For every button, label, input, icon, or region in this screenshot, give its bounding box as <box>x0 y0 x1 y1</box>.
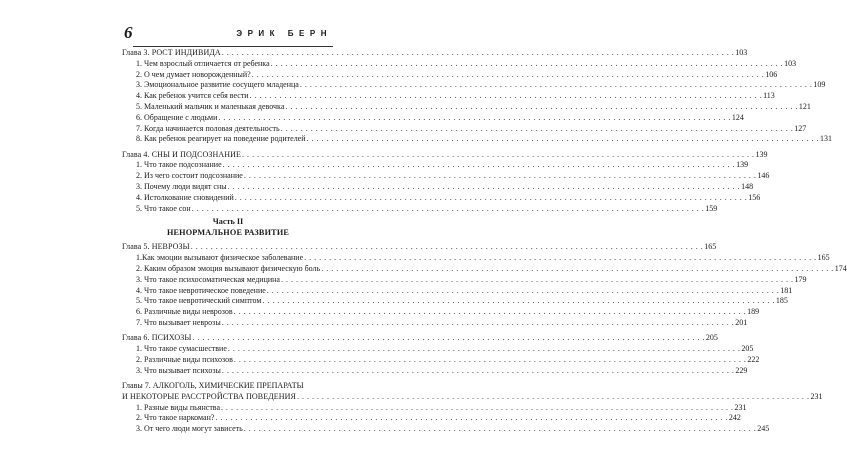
dot-leader <box>244 424 757 435</box>
toc-entry[interactable] <box>122 203 718 215</box>
dot-leader <box>228 182 741 193</box>
dot-leader <box>271 59 784 70</box>
toc-entry[interactable] <box>122 296 788 307</box>
entry-title: 2. Из чего состоит подсознание <box>136 171 243 181</box>
toc-chapter-4[interactable] <box>122 149 768 161</box>
entry-title: 3. Почему люди видят сны <box>136 182 227 192</box>
toc-chapter-6[interactable] <box>122 333 718 344</box>
toc-entry[interactable] <box>122 58 797 70</box>
toc-entry[interactable] <box>122 365 748 377</box>
dot-leader <box>235 193 748 204</box>
entry-title: 5. Маленький мальчик и маленькая девочка <box>136 101 285 111</box>
entry-title: 1. Что такое сумасшествие <box>136 344 227 354</box>
entry-page: 127 <box>794 123 807 133</box>
entry-page: 185 <box>775 296 788 306</box>
chapter-page: 139 <box>755 149 768 159</box>
toc-entry[interactable] <box>122 307 760 318</box>
toc-entry[interactable] <box>122 112 744 124</box>
running-title: ЭРИК БЕРН <box>236 29 332 38</box>
dot-leader <box>244 171 757 182</box>
dot-leader <box>262 296 775 307</box>
entry-page: 103 <box>784 58 797 68</box>
entry-page: 139 <box>736 160 749 170</box>
toc-chapter-7[interactable] <box>122 391 823 403</box>
toc-entry[interactable] <box>122 101 811 113</box>
dot-leader <box>252 70 765 81</box>
toc-entry[interactable] <box>122 80 826 91</box>
entry-title: 7. Когда начинается половая деятельность <box>136 123 280 133</box>
dot-leader <box>223 160 736 171</box>
toc-entry[interactable] <box>122 274 807 286</box>
entry-page: 106 <box>765 69 778 79</box>
dot-leader <box>234 307 747 318</box>
entry-page: 222 <box>747 354 760 364</box>
toc-entry[interactable] <box>122 123 807 135</box>
entry-title: 8. Как ребенок реагирует на поведение родителей <box>136 134 306 144</box>
entry-title: 5. Что такое невротический симптом <box>136 296 262 306</box>
entry-page: 148 <box>741 182 754 192</box>
entry-title: 2. О чем думает новорожденный? <box>136 69 251 79</box>
chapter-page: 165 <box>704 242 717 252</box>
entry-page: 124 <box>731 112 744 122</box>
entry-title: 5. Что такое сон <box>136 203 191 213</box>
table-of-contents <box>122 48 847 435</box>
entry-page: 174 <box>834 264 847 274</box>
entry-page: 156 <box>748 192 761 202</box>
entry-page: 159 <box>705 203 718 213</box>
toc-entry[interactable] <box>122 160 749 171</box>
part-title: НЕНОРМАЛЬНОЕ РАЗВИТИЕ <box>166 227 290 237</box>
entry-page: 205 <box>741 344 754 354</box>
chapter-title: И НЕКОТОРЫЕ РАССТРОЙСТВА ПОВЕДЕНИЯ <box>122 391 296 401</box>
entry-title: 6. Различные виды неврозов <box>136 307 233 317</box>
entry-page: 201 <box>735 318 748 328</box>
page-number: 6 <box>124 23 133 42</box>
toc-entry[interactable] <box>122 182 754 193</box>
entry-title: 2. Различные виды психозов <box>136 354 233 364</box>
chapter-page: 205 <box>705 333 718 343</box>
entry-page: 231 <box>734 402 747 412</box>
chapter-title: Глава 4. СНЫ И ПОДСОЗНАНИЕ <box>122 149 241 159</box>
entry-title: 4. Что такое невротическое поведение <box>136 285 266 295</box>
dot-leader <box>222 366 735 377</box>
toc-chapter-7-line1[interactable]: Главы 7. АЛКОГОЛЬ, ХИМИЧЕСКИЕ ПРЕПАРАТЫ <box>122 381 304 391</box>
toc-entry[interactable] <box>122 318 748 329</box>
toc-entry[interactable] <box>122 402 747 414</box>
entry-page: 181 <box>780 285 793 295</box>
toc-entry[interactable] <box>122 413 741 424</box>
entry-page: 189 <box>747 307 760 317</box>
dot-leader <box>304 253 817 264</box>
entry-title: 1.Как эмоции вызывают физическое заболевание <box>136 253 304 263</box>
dot-leader <box>218 113 731 124</box>
dot-leader <box>192 333 705 344</box>
entry-title: 3. Эмоциональное развитие сосущего младенца <box>136 80 299 90</box>
dot-leader <box>242 150 755 161</box>
entry-title: 2. Каким образом эмоция вызывают физическую боль <box>136 264 321 274</box>
dot-leader <box>222 318 735 329</box>
toc-chapter-3[interactable] <box>122 48 748 59</box>
dot-leader <box>285 102 798 113</box>
entry-page: 113 <box>763 91 775 101</box>
entry-title: 7. Что вызывает неврозы <box>136 318 221 328</box>
chapter-title: Глава 3. РОСТ ИНДИВИДА <box>122 48 221 57</box>
dot-leader <box>297 392 810 403</box>
dot-leader <box>234 355 747 366</box>
entry-title: 3. Что такое психосоматическая медицина <box>136 274 280 284</box>
dot-leader <box>281 275 794 286</box>
dot-leader <box>307 134 820 145</box>
entry-title: 4. Истолкование сновидений <box>136 192 234 202</box>
toc-entry[interactable] <box>122 253 830 264</box>
part-label: Часть II <box>212 217 244 227</box>
chapter-page: 103 <box>735 48 748 57</box>
toc-chapter-5[interactable] <box>122 242 717 253</box>
entry-page: 109 <box>813 80 826 90</box>
dot-leader <box>300 80 813 91</box>
entry-page: 121 <box>798 101 811 111</box>
entry-title: 3. От чего люди могут зависеть <box>136 424 243 434</box>
entry-title: 4. Как ребенок учится себя вести <box>136 91 249 101</box>
entry-title: 1. Что такое подсознание <box>136 160 222 170</box>
toc-entry[interactable] <box>122 192 761 204</box>
dot-leader <box>321 264 834 275</box>
entry-title: 1. Чем взрослый отличается от ребенка <box>136 58 270 68</box>
chapter-title: Глава 6. ПСИХОЗЫ <box>122 333 192 343</box>
dot-leader <box>221 403 734 414</box>
entry-page: 242 <box>728 413 741 423</box>
page-header <box>124 23 332 45</box>
entry-page: 131 <box>820 134 833 144</box>
dot-leader <box>192 204 705 215</box>
dot-leader <box>250 91 763 102</box>
dot-leader <box>222 48 735 59</box>
entry-page: 165 <box>817 253 830 263</box>
dot-leader <box>228 344 741 355</box>
entry-page: 146 <box>757 171 770 181</box>
entry-title: 1. Разные виды пьянства <box>136 402 221 412</box>
dot-leader <box>267 286 780 297</box>
entry-page: 245 <box>757 424 770 434</box>
toc-entry[interactable] <box>122 264 847 275</box>
entry-title: 6. Обращение с людьми <box>136 112 218 122</box>
toc-entry[interactable] <box>122 171 770 182</box>
chapter-page: 231 <box>810 391 823 401</box>
entry-title: 3. Что вызывает психозы <box>136 365 221 375</box>
toc-entry[interactable] <box>122 69 778 81</box>
toc-entry[interactable] <box>122 424 770 435</box>
dot-leader <box>281 124 794 135</box>
dot-leader <box>191 242 704 253</box>
chapter-title: Глава 5. НЕВРОЗЫ <box>122 242 190 252</box>
entry-page: 229 <box>735 365 748 375</box>
entry-page: 179 <box>794 274 807 284</box>
header-rule <box>133 46 333 47</box>
toc-entry[interactable] <box>122 354 760 366</box>
toc-entry[interactable] <box>122 285 793 297</box>
dot-leader <box>215 413 728 424</box>
toc-entry[interactable] <box>122 91 775 102</box>
entry-title: 2. Что такое наркоман? <box>136 413 215 423</box>
toc-entry[interactable] <box>122 344 754 355</box>
toc-entry[interactable] <box>122 134 833 145</box>
